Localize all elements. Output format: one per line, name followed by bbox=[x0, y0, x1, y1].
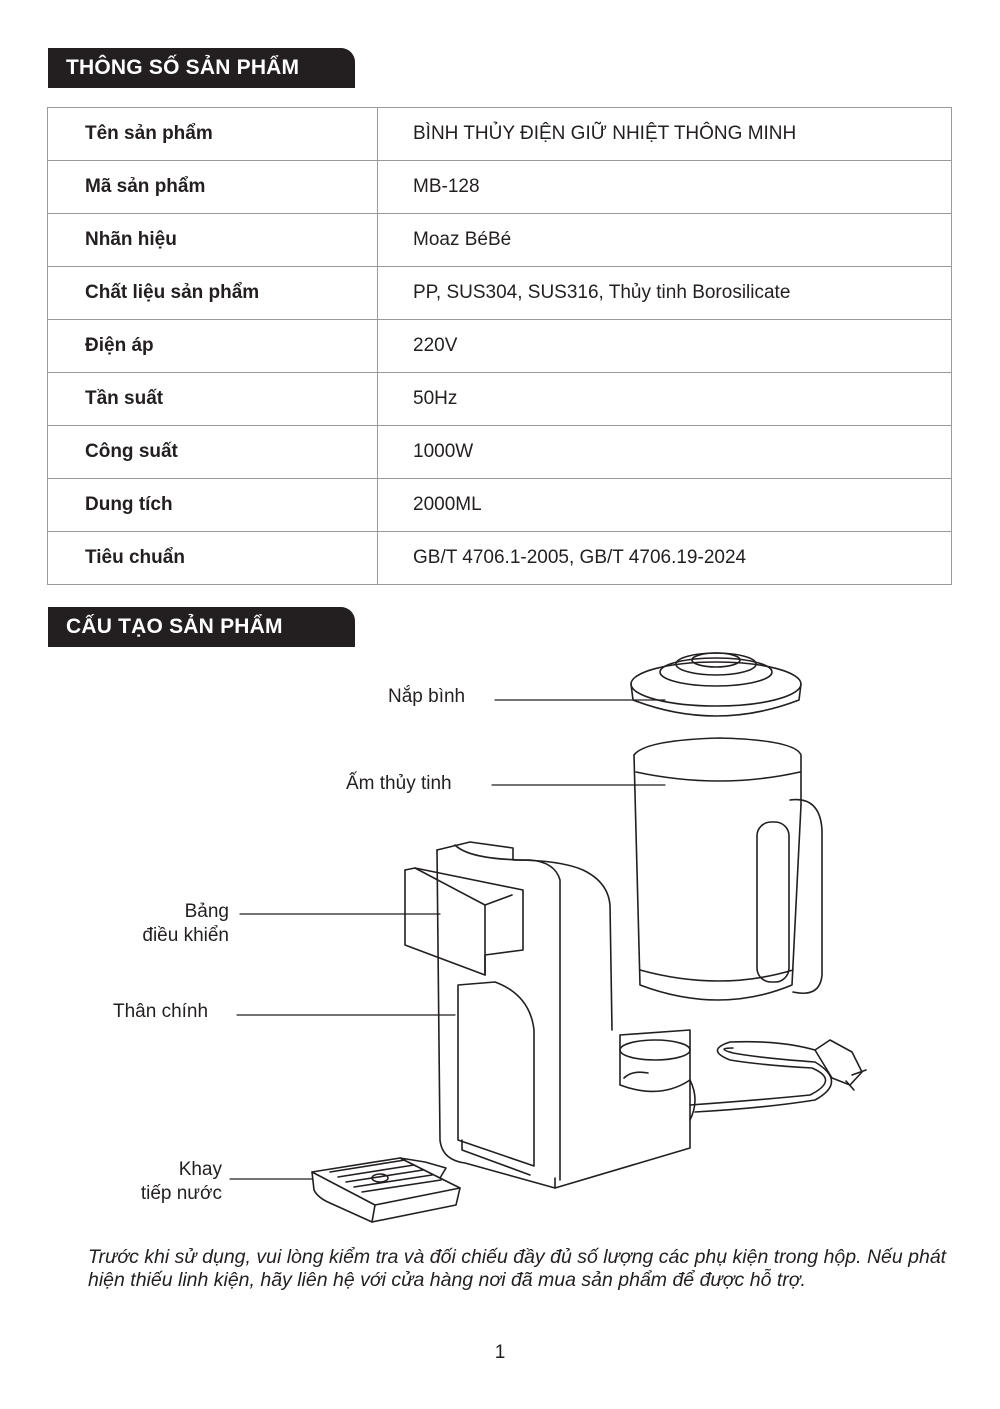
spec-label: Dung tích bbox=[48, 479, 378, 532]
spec-value: BÌNH THỦY ĐIỆN GIỮ NHIỆT THÔNG MINH bbox=[378, 108, 952, 161]
spec-value: PP, SUS304, SUS316, Thủy tinh Borosilicate bbox=[378, 267, 952, 320]
structure-section-title: CẤU TẠO SẢN PHẨM bbox=[48, 607, 355, 647]
spec-label: Công suất bbox=[48, 426, 378, 479]
table-row bbox=[48, 373, 952, 426]
part-label-control-panel bbox=[90, 900, 229, 948]
drip-tray-drawing bbox=[312, 1158, 460, 1222]
table-row bbox=[48, 214, 952, 267]
table-row bbox=[48, 532, 952, 585]
spec-value: 1000W bbox=[378, 426, 952, 479]
spec-value: 2000ML bbox=[378, 479, 952, 532]
spec-label: Tên sản phẩm bbox=[48, 108, 378, 161]
specs-section-title: THÔNG SỐ SẢN PHẨM bbox=[48, 48, 355, 88]
spec-value: 220V bbox=[378, 320, 952, 373]
table-row bbox=[48, 108, 952, 161]
spec-table bbox=[47, 107, 952, 585]
accessory-check-note: Trước khi sử dụng, vui lòng kiểm tra và đối chiếu đầy đủ số lượng các phụ kiện trong hộp. Nếu phát hiện thiếu linh kiện, hãy liên hệ với cửa hàng nơi đã mua sản phẩm để được hỗ trợ. bbox=[88, 1246, 947, 1291]
part-label-main-body: Thân chính bbox=[113, 1001, 209, 1022]
part-label-drip-tray bbox=[90, 1158, 222, 1206]
spec-label: Tần suất bbox=[48, 373, 378, 426]
page-number: 1 bbox=[494, 1342, 506, 1363]
spec-label: Nhãn hiệu bbox=[48, 214, 378, 267]
spec-label: Chất liệu sản phẩm bbox=[48, 267, 378, 320]
spec-value: GB/T 4706.1-2005, GB/T 4706.19-2024 bbox=[378, 532, 952, 585]
main-body-drawing bbox=[437, 842, 695, 1188]
control-panel-drawing bbox=[405, 868, 523, 975]
lid-drawing bbox=[631, 653, 801, 716]
spec-value: MB-128 bbox=[378, 161, 952, 214]
part-label-line: Bảng bbox=[184, 901, 229, 922]
table-row bbox=[48, 426, 952, 479]
part-label-line: điều khiển bbox=[142, 925, 229, 946]
kettle-drawing bbox=[634, 738, 822, 1000]
part-label-line: Khay bbox=[178, 1159, 222, 1180]
spec-value: 50Hz bbox=[378, 373, 952, 426]
spec-label: Điện áp bbox=[48, 320, 378, 373]
table-row bbox=[48, 267, 952, 320]
part-label-glass-kettle: Ấm thủy tinh bbox=[346, 773, 452, 794]
table-row bbox=[48, 320, 952, 373]
part-label-line: tiếp nước bbox=[140, 1183, 222, 1204]
power-cord-drawing bbox=[690, 1040, 866, 1112]
spec-value: Moaz BéBé bbox=[378, 214, 952, 267]
spec-label: Tiêu chuẩn bbox=[48, 532, 378, 585]
part-label-lid: Nắp bình bbox=[388, 686, 466, 707]
table-row bbox=[48, 161, 952, 214]
table-row bbox=[48, 479, 952, 532]
spec-label: Mã sản phẩm bbox=[48, 161, 378, 214]
